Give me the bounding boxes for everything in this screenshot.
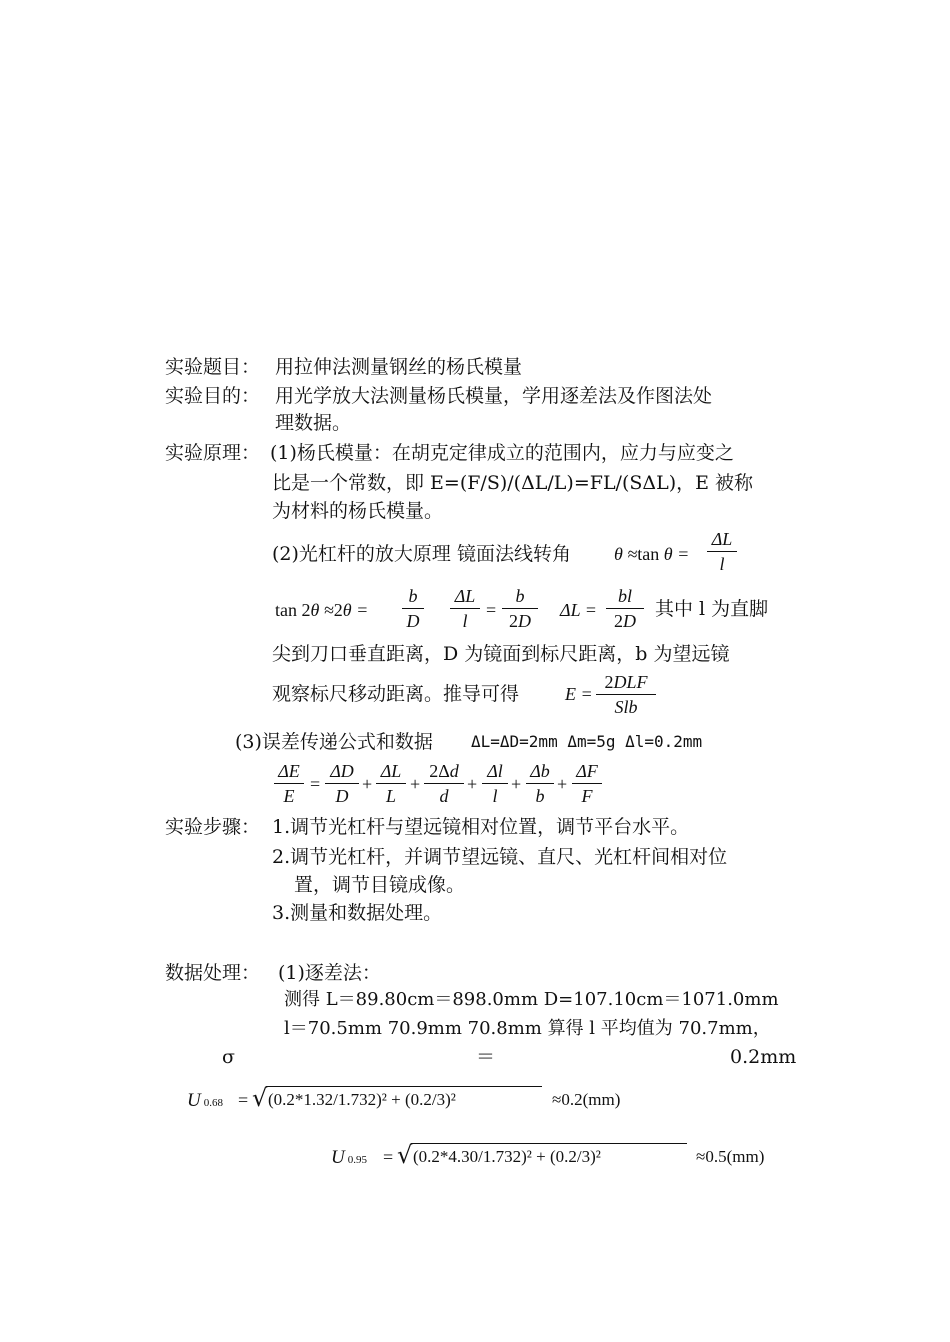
principle-p2-text: (2)光杠杆的放大原理 镜面法线转角 xyxy=(272,543,571,565)
step-2-line-1: 2.调节光杠杆，并调节望远镜、直尺、光杠杆间相对位 xyxy=(272,846,728,868)
u068-expression: (0.2*1.32/1.732)² + (0.2/3)² xyxy=(268,1090,456,1109)
err-plus-1: + xyxy=(362,774,373,794)
formula-tan2theta: tan 2θ ≈2θ = xyxy=(275,600,369,620)
sigma-value: 0.2mm xyxy=(730,1046,797,1068)
principle-p2-line-2-tail: 其中 l 为直脚 xyxy=(655,598,769,620)
data-method: (1)逐差法： xyxy=(278,962,381,984)
principle-label: 实验原理： xyxy=(165,442,261,464)
principle-p1-line-2: 比是一个常数，即 E=(F/S)/(ΔL/L)=FL/(SΔL)，E 被称 xyxy=(272,472,754,494)
u068-label xyxy=(187,1090,223,1112)
title-text: 用拉伸法测量钢丝的杨氏模量 xyxy=(275,356,523,378)
u095-eq: = xyxy=(383,1147,394,1167)
purpose-line-1: 用光学放大法测量杨氏模量，学用逐差法及作图法处 xyxy=(275,385,713,407)
purpose-line-2: 理数据。 xyxy=(275,412,352,434)
err-plus-2: + xyxy=(410,774,421,794)
u095-radical: √ xyxy=(397,1141,413,1169)
principle-p3-text: (3)误差传递公式和数据 xyxy=(235,731,433,753)
err-dl-over-l: ΔL L xyxy=(376,760,406,807)
err-dd-over-d: ΔD D xyxy=(325,760,359,807)
u068-vinculum xyxy=(266,1086,542,1087)
data-line-1: 测得 L＝89.80cm＝898.0mm D=107.10cm＝1071.0mm xyxy=(284,989,779,1010)
principle-p2-line-3: 尖到刀口垂直距离，D 为镜面到标尺距离，b 为望远镜 xyxy=(272,643,730,665)
err-plus-5: + xyxy=(557,774,568,794)
formula-theta-approx: θ ≈tan θ = xyxy=(614,544,690,564)
sigma-equals: ＝ xyxy=(476,1046,496,1068)
formula-b-over-d: b D xyxy=(402,585,424,632)
err-df-over-f: ΔF F xyxy=(572,760,602,807)
data-label: 数据处理： xyxy=(165,962,261,984)
u068-radical: √ xyxy=(252,1084,268,1112)
formula-2dlf-over-slb: 2DLF Slb xyxy=(596,671,656,718)
u095-subscript: 0.95 xyxy=(347,1154,367,1166)
equals-sign: = xyxy=(486,600,497,620)
u068-subscript: 0.68 xyxy=(203,1097,223,1109)
u068-result: ≈0.2(mm) xyxy=(552,1090,621,1109)
err-dl-over-l-small: Δl l xyxy=(482,760,508,807)
u068-eq: = xyxy=(238,1090,249,1110)
u095-result: ≈0.5(mm) xyxy=(696,1147,765,1166)
principle-p3-data: ΔL=ΔD=2mm Δm=5g Δl=0.2mm xyxy=(471,732,703,751)
u095-vinculum xyxy=(411,1143,687,1144)
u095-label xyxy=(331,1147,367,1169)
formula-dl-over-l: ΔL l xyxy=(707,528,737,575)
u068-letter: U xyxy=(187,1090,201,1111)
formula-b-over-2d: b 2D xyxy=(502,585,538,632)
sigma-symbol: σ xyxy=(222,1046,235,1068)
formula-delta-l: ΔL = xyxy=(560,600,597,620)
err-2dd-over-d: 2Δd d xyxy=(424,760,464,807)
principle-p1-line-3: 为材料的杨氏模量。 xyxy=(272,500,444,522)
data-line-2: l＝70.5mm 70.9mm 70.8mm 算得 l 平均值为 70.7mm， xyxy=(284,1018,771,1039)
purpose-label: 实验目的： xyxy=(165,385,261,407)
formula-dl-over-l-2: ΔL l xyxy=(450,585,480,632)
steps-label: 实验步骤： xyxy=(165,816,261,838)
formula-bl-over-2d: bl 2D xyxy=(606,585,644,632)
err-db-over-b: Δb b xyxy=(526,760,554,807)
step-1: 1.调节光杠杆与望远镜相对位置，调节平台水平。 xyxy=(272,816,690,838)
step-3: 3.测量和数据处理。 xyxy=(272,902,443,924)
principle-p1-line-1: (1)杨氏模量：在胡克定律成立的范围内，应力与应变之 xyxy=(270,442,734,464)
err-plus-4: + xyxy=(511,774,522,794)
u095-expression: (0.2*4.30/1.732)² + (0.2/3)² xyxy=(413,1147,601,1166)
err-de-over-e: ΔE E xyxy=(274,760,304,807)
formula-e-equals: E = xyxy=(565,684,593,704)
title-label: 实验题目： xyxy=(165,356,261,378)
step-2-line-2: 置，调节目镜成像。 xyxy=(294,874,466,896)
principle-p2-line-4: 观察标尺移动距离。推导可得 xyxy=(272,683,520,705)
err-eq: = xyxy=(310,774,321,794)
err-plus-3: + xyxy=(467,774,478,794)
u095-letter: U xyxy=(331,1147,345,1168)
